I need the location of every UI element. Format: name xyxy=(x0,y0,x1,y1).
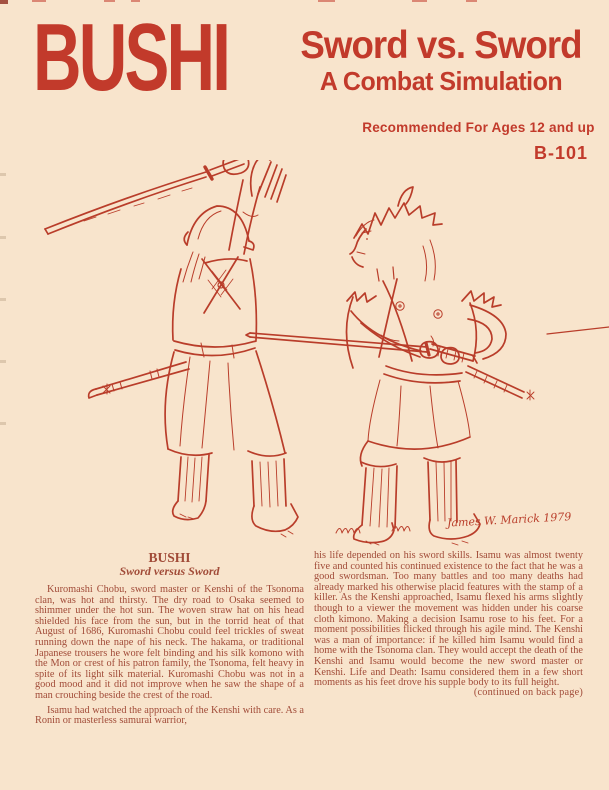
story-heading: BUSHI xyxy=(148,550,191,565)
age-recommendation: Recommended For Ages 12 and up xyxy=(362,119,595,135)
scan-artifact xyxy=(131,0,140,2)
scan-artifact xyxy=(32,0,46,2)
game-subtitle: Sword vs. Sword xyxy=(300,24,582,67)
scan-artifact xyxy=(318,0,335,2)
scan-artifact xyxy=(466,0,477,2)
story-right-column xyxy=(314,551,583,727)
game-tagline: A Combat Simulation xyxy=(319,66,563,96)
samurai-duel-illustration xyxy=(0,160,609,550)
story-columns xyxy=(35,551,583,727)
continuation-note: (continued on back page) xyxy=(473,686,583,698)
game-title: BUSHI xyxy=(33,4,229,111)
subtitle-block xyxy=(281,26,601,94)
story-paragraph: Kuromashi Chobu, sword master or Kenshi of the Tsonoma clan, was hot and thirsty. The dry road to Osaka seemed to shimmer under the hot sun. The woven straw hat on his head shielded his face from the sun, but in the torrid heat of that August of 1686, Kuromashi Chobu could feel trickles of sweat running down the nape of his neck. The hakama, or traditional Japanese trousers he wore felt binding and his silk komono with the Mon or crest of his patron family, the Tsonoma, felt heavy in spite of its light silk material. Kuromashi Chobu was not in a good mood and it did not improve when he saw the shape of a man crouching beside the crest of the road. xyxy=(35,584,304,701)
scan-artifact xyxy=(0,0,8,4)
scan-artifact xyxy=(104,0,115,2)
story-subheading: Sword versus Sword xyxy=(119,564,220,578)
story-left-column xyxy=(35,551,304,727)
story-paragraph: Isamu had watched the approach of the Kenshi with care. As a Ronin or masterless samurai warrior, xyxy=(35,704,304,727)
artist-signature: James W. Marick 1979 xyxy=(446,510,572,530)
story-paragraph: his life depended on his sword skills. Isamu was almost twenty five and counted his continued existence to the fact that he was a good swordsman. Too many battles and too many deaths had already marked his otherwise placid features with the stamp of a killer. As the Kenshi approached, Isamu flexed his arms slightly though to a viewer the movement was hidden under his coarse cloth kimono. Making a decision Isamu rose to his feet. For a moment possibilities flicked through his agile mind. The Kenshi was a man of importance: if he killed him Isamu would find a home with the Tsonoma clan. They would accept the death of the Kenshi and Isamu would become the new sword master or Kenshi. Life and Death: Isamu considered them in a few short moments as his feet drove his supple body to its full height. xyxy=(314,550,583,689)
scan-artifact xyxy=(412,0,427,2)
product-code: B-101 xyxy=(533,143,588,163)
